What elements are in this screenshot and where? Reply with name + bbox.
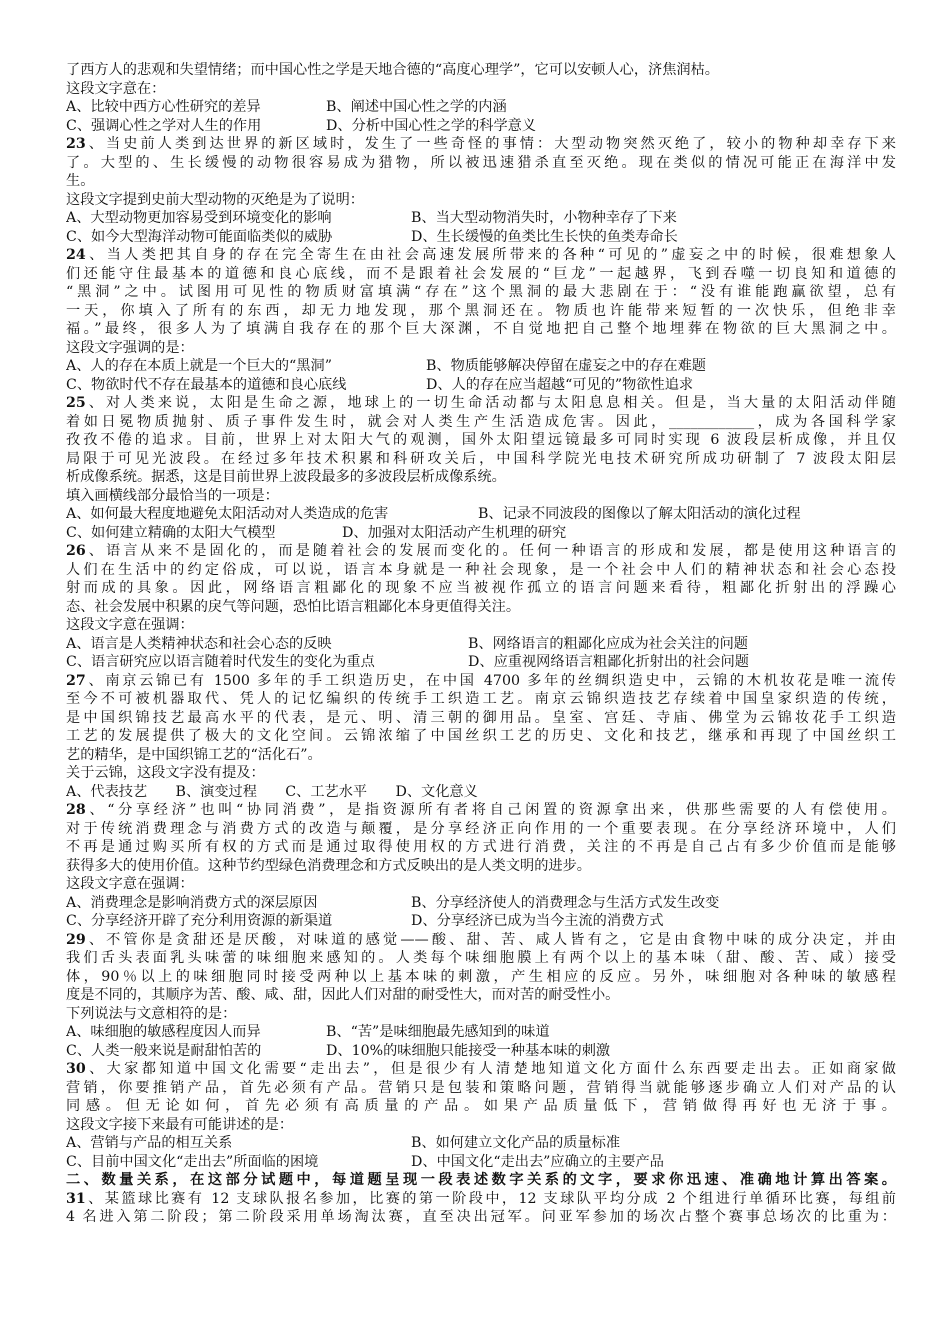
question-number: 29 [66, 931, 86, 948]
option-left: A、语言是人类精神状态和社会心态的反映 [66, 635, 332, 652]
option-left: A、营销与产品的相互关系 [66, 1135, 233, 1151]
line-text: 不再是通过购买所有权的方式而是通过取得使用权的方式进行消费，关注的不再是自己占有多少价值而是能够 [66, 839, 896, 855]
line-text: A、代表技艺 B、演变过程 C、工艺水平 D、文化意义 [66, 783, 478, 800]
text-line [66, 709, 896, 728]
option-left: C、强调心性之学对人生的作用 [66, 117, 262, 134]
question-line [66, 246, 896, 265]
option-right: B、当大型动物消失时，小物种幸存了下来 [411, 210, 677, 226]
text-line [66, 468, 896, 487]
option-right: B、分享经济使人的消费理念与生活方式发生改变 [411, 894, 720, 911]
line-text: 、某篮球比赛有 12 支球队报名参加，比赛的第一阶段中，12 支球队平均分成 2 个组进行单循环比赛，每组前 [85, 1190, 896, 1207]
text-line [66, 283, 896, 302]
line-text: 孜孜不倦的追求。目前，世界上对太阳大气的观测，国外太阳望远镜最多可同时实现 6 波段层析成像，并且仅 [66, 432, 896, 448]
option-right: D、生长缓慢的鱼类比生长快的鱼类寿命长 [411, 228, 678, 245]
answer-options [66, 635, 896, 654]
line-text: 、对人类来说，太阳是生命之源，地球上的一切生命活动都与太阳息息相关。但是，当大量的太阳活动伴随 [85, 395, 896, 411]
line-text: 了。大型的、生长缓慢的动物很容易成为猎物，所以被迅速猎杀直至灭绝。现在类似的情况可能正在海洋中发 [66, 154, 896, 171]
line-text: 着如日冕物质抛射、质子事件发生时，就会对人类生产生活造成危害。因此，____________，成为各国科学家 [66, 413, 896, 430]
question-number: 27 [66, 672, 86, 689]
option-left: A、味细胞的敏感程度因人而异 [66, 1024, 261, 1040]
option-left: C、目前中国文化“走出去”所面临的困境 [66, 1153, 319, 1170]
text-line [66, 616, 896, 635]
option-right: D、应重视网络语言粗鄙化折射出的社会问题 [468, 654, 749, 670]
text-line [66, 1005, 896, 1024]
line-text: 态、社会发展中积累的戾气等问题，恐怕比语言粗鄙化本身更值得关注。 [66, 598, 521, 615]
question-line [66, 394, 896, 413]
line-text: 一天，你填入了所有的东西，却无力地发现，那个黑洞还在。物质也许能带来短暂的一次快乐，但绝非幸 [66, 302, 896, 319]
line-text: 至今不可被机器取代、凭人的记忆编织的传统手工织造工艺。南京云锦织造技艺存续着中国皇家织造的传统， [66, 691, 896, 707]
answer-options [66, 98, 896, 117]
answer-options [66, 376, 896, 395]
line-text: 对于传统消费理念与消费方式的改造与颠覆，是分享经济正向作用的一个重要表现。在分享经济环境中，人们 [66, 820, 896, 837]
line-text: 、语言从来不是固化的，而是随着社会的发展而变化的。任何一种语言的形成和发展，都是使用这种语言的 [85, 543, 896, 559]
line-text: 营销，你要推销产品，首先必须有产品。营销只是包装和策略问题，营销得当就能够逐步确立人们对产品的认 [66, 1079, 896, 1096]
answer-options [66, 1153, 896, 1172]
question-number: 23 [66, 136, 86, 152]
line-text: 这段文字意在： [66, 80, 166, 97]
line-text: 是中国织锦技艺最高水平的代表，是元、明、清三朝的御用品。皇室、宫廷、寺庙、佛堂为云锦妆花手工织造 [66, 709, 896, 726]
option-right: B、网络语言的粗鄙化应成为社会关注的问题 [468, 635, 748, 652]
option-left: A、消费理念是影响消费方式的深层原因 [66, 894, 318, 911]
text-line [66, 986, 896, 1005]
option-right: B、阐述中国心性之学的内涵 [326, 99, 507, 115]
question-line [66, 931, 896, 950]
question-number: 26 [66, 543, 86, 559]
option-right: D、加强对太阳活动产生机理的研究 [342, 524, 567, 541]
answer-options [66, 1042, 896, 1061]
line-text: 获得多大的使用价值。这种节约型绿色消费理念和方式反映出的是人类文明的进步。 [66, 857, 591, 874]
line-text: 、大家都知道中国文化需要“走出去”，但是很少有人清楚地知道文化方面什么东西要走出去。正如商家做 [85, 1061, 896, 1077]
option-right: B、如何建立文化产品的质量标准 [411, 1135, 621, 1151]
option-right: B、“苦”是味细胞最先感知到的味道 [326, 1024, 550, 1040]
line-text: 这段文字意在强调： [66, 876, 194, 892]
answer-options [66, 117, 896, 136]
option-left: A、人的存在本质上就是一个巨大的“黑洞” [66, 358, 332, 374]
line-text: 填入画横线部分最恰当的一项是： [66, 487, 279, 504]
line-text: 同感。但无论如何，首先必须有高质量的产品。如果产品质量低下，营销做得再好也无济于事。 [66, 1098, 896, 1114]
option-right: D、分析中国心性之学的科学意义 [326, 117, 537, 134]
question-line [66, 1060, 896, 1079]
option-right: D、10%的味细胞只能接受一种基本味的刺激 [326, 1042, 611, 1059]
section-heading: 二、数量关系，在这部分试题中，每道题呈现一段表述数字关系的文字，要求你迅速、准确地计算出答案。 [66, 1172, 896, 1188]
option-right: B、物质能够解决停留在虚妄之中的存在难题 [426, 358, 706, 374]
answer-options [66, 209, 896, 228]
text-line [66, 1116, 896, 1135]
line-text: 这段文字提到史前大型动物的灭绝是为了说明： [66, 191, 364, 208]
line-text: 体，90％以上的味细胞同时接受两种以上基本味的刺激，产生相应的反应。另外，味细胞对各种味的敏感程 [66, 968, 896, 985]
line-text: 、“分享经济”也叫“协同消费”，是指资源所有者将自己闲置的资源拿出来，供那些需要的人有偿使用。 [85, 802, 896, 818]
question-number: 24 [66, 247, 86, 263]
option-left: C、如何建立精确的太阳大气模型 [66, 524, 276, 541]
line-text: 这段文字意在强调： [66, 617, 194, 633]
text-line [66, 1079, 896, 1098]
question-line [66, 801, 896, 820]
line-text: 局限于可见光波段。在经过多年技术积累和科研攻关后，中国科学院光电技术研究所成功研制了 7 波段太阳层 [66, 450, 896, 467]
line-text: 人们在生活中的约定俗成，可以说，语言本身就是一种社会现象，是一个社会中人们的精神状态和社会心态投 [66, 561, 896, 578]
text-line [66, 80, 896, 99]
line-text: 射而成的具象。因此，网络语言粗鄙化的现象不应当被视作孤立的语言问题来看待，粗鄙化折射出的浮躁心 [66, 580, 896, 596]
option-left: C、物欲时代不存在最基本的道德和良心底线 [66, 376, 347, 393]
text-line [66, 1208, 896, 1227]
answer-options [66, 505, 896, 524]
text-line [66, 746, 896, 765]
line-text: 4 名进入第二阶段；第二阶段采用单场淘汰赛，直至决出冠军。问亚军参加的场次占整个赛事总场次的比重为： [66, 1209, 896, 1225]
answer-options [66, 1134, 896, 1153]
text-line [66, 690, 896, 709]
text-line [66, 487, 896, 506]
answer-options [66, 524, 896, 543]
line-text: 这段文字接下来最有可能讲述的是： [66, 1116, 294, 1133]
question-line [66, 135, 896, 154]
text-line [66, 764, 896, 783]
text-line [66, 968, 896, 987]
option-left: A、如何最大程度地避免太阳活动对人类造成的危害 [66, 506, 389, 522]
text-line [66, 172, 896, 191]
text-line [66, 820, 896, 839]
question-number: 28 [66, 802, 86, 818]
question-line [66, 672, 896, 691]
option-right: B、记录不同波段的图像以了解太阳活动的演化过程 [478, 506, 801, 522]
option-left: C、分享经济开辟了充分利用资源的新渠道 [66, 913, 333, 929]
option-left: C、如今大型海洋动物可能面临类似的威胁 [66, 228, 333, 245]
line-text: 了西方人的悲观和失望情绪；而中国心性之学是天地合德的“高度心理学”，它可以安顿人心，济焦润枯。 [66, 62, 719, 78]
line-text: 关于云锦，这段文字没有提及： [66, 765, 265, 781]
text-line [66, 857, 896, 876]
text-line [66, 949, 896, 968]
text-line [66, 561, 896, 580]
line-text: 我们舌头表面乳头味蕾的味细胞来感知的。人类每个味细胞膜上有两个以上的基本味（甜、酸、苦、咸）接受 [66, 950, 896, 966]
question-line [66, 1190, 896, 1209]
text-line [66, 302, 896, 321]
text-line [66, 727, 896, 746]
line-text: 、不管你是贪甜还是厌酸，对味道的感觉——酸、甜、苦、咸人皆有之，它是由食物中味的成分决定，并由 [85, 931, 896, 948]
line-text: 工艺的发展提供了极大的文化空间。云锦浓缩了中国丝织工艺的历史、文化和技艺，继承和再现了中国丝织工 [66, 728, 896, 744]
text-line [66, 265, 896, 284]
option-right: D、中国文化“走出去”应确立的主要产品 [411, 1153, 664, 1170]
answer-options [66, 228, 896, 247]
option-right: D、人的存在应当超越“可见的”物欲性追求 [426, 376, 694, 393]
text-line [66, 579, 896, 598]
option-left: A、比较中西方心性研究的差异 [66, 99, 261, 115]
answer-options [66, 912, 896, 931]
question-number: 31 [66, 1190, 86, 1207]
text-line [66, 838, 896, 857]
text-line [66, 413, 896, 432]
question-number: 30 [66, 1061, 86, 1077]
text-line [66, 154, 896, 173]
text-line [66, 61, 896, 80]
question-line [66, 542, 896, 561]
line-text: 艺的精华，是中国织锦工艺的“活化石”。 [66, 746, 322, 763]
answer-options [66, 357, 896, 376]
line-text: 、南京云锦已有 1500 多年的手工织造历史，在中国 4700 多年的丝绸织造史中，云锦的木机妆花是唯一流传 [85, 672, 896, 689]
text-line [66, 191, 896, 210]
line-text: 、当史前人类到达世界的新区域时，发生了一些奇怪的事情：大型动物突然灭绝了，较小的物种却幸存下来 [85, 136, 896, 152]
option-right: D、分享经济已成为当今主流的消费方式 [411, 913, 664, 929]
option-left: C、人类一般来说是耐甜怕苦的 [66, 1042, 262, 1059]
option-left: A、大型动物更加容易受到环境变化的影响 [66, 210, 332, 226]
text-line [66, 320, 896, 339]
line-text: 这段文字强调的是： [66, 339, 194, 356]
line-text: 福。”最终，很多人为了填满自我存在的那个巨大深渊，不自觉地把自己整个地埋葬在物欲的巨大黑洞之中。 [66, 321, 896, 337]
line-text: 生。 [66, 173, 95, 189]
line-text: 度是不同的，其顺序为苦、酸、咸、甜，因此人们对甜的耐受性大，而对苦的耐受性小。 [66, 987, 620, 1003]
line-text: 、当人类把其自身的存在完全寄生在由社会高速发展所带来的各种“可见的”虚妄之中的时候，很难想象人 [85, 247, 896, 263]
text-line [66, 450, 896, 469]
text-line [66, 875, 896, 894]
answer-options [66, 894, 896, 913]
line-text: 下列说法与文意相符的是： [66, 1005, 237, 1022]
answer-options [66, 653, 896, 672]
line-text: 们还能守住最基本的道德和良心底线，而不是跟着社会发展的“巨龙”一起越界，飞到吞噬一切良知和道德的 [66, 265, 896, 282]
option-left: C、语言研究应以语言随着时代发生的变化为重点 [66, 654, 375, 670]
text-line [66, 431, 896, 450]
question-number: 25 [66, 395, 86, 411]
line-text: “黑洞”之中。试图用可见性的物质财富填满“存在”这个黑洞的最大悲剧在于：“没有谁能跑赢欲望，总有 [66, 284, 896, 300]
text-line [66, 1097, 896, 1116]
document-page [66, 61, 896, 1227]
text-line [66, 598, 896, 617]
text-line [66, 783, 896, 802]
line-text: 析成像系统。据悉，这是目前世界上波段最多的多波段层析成像系统。 [66, 469, 506, 485]
answer-options [66, 1023, 896, 1042]
text-line [66, 339, 896, 358]
